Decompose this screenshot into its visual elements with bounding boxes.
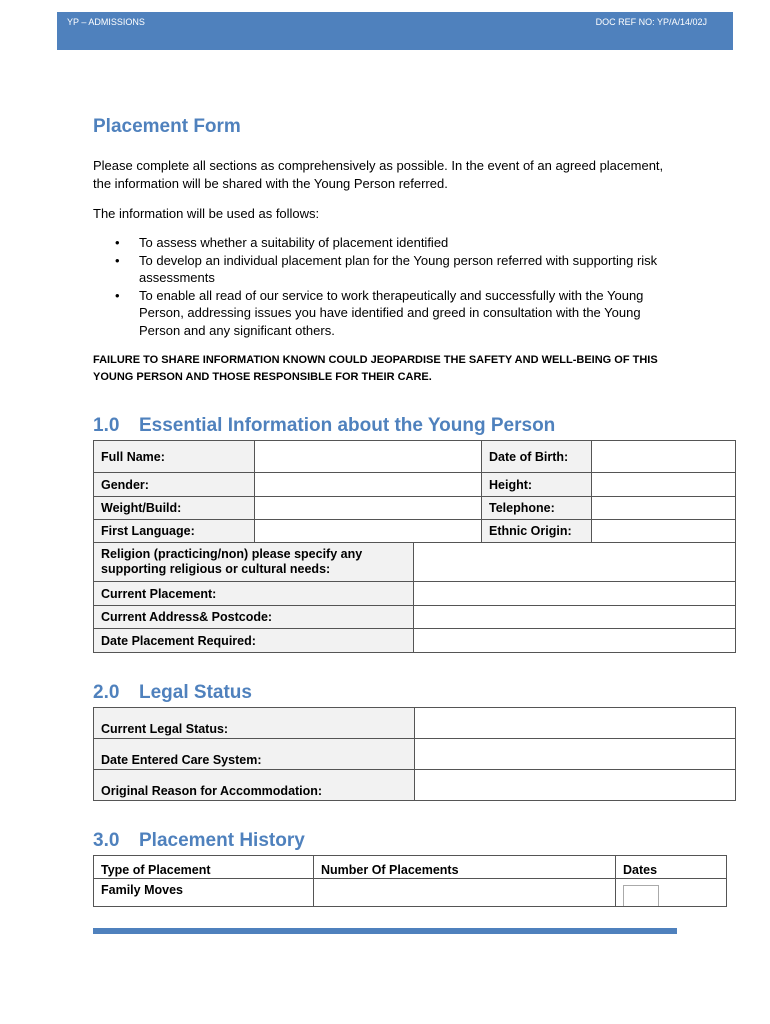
list-item — [93, 234, 683, 252]
height-field[interactable] — [592, 473, 736, 497]
gender-label: Gender: — [94, 473, 255, 497]
full-name-label: Full Name: — [94, 441, 255, 473]
table-row — [94, 708, 736, 739]
intro-paragraph: Please complete all sections as comprehensively as possible. In the event of an agreed placement, the information will be shared with the Young Person referred. — [93, 158, 664, 191]
telephone-label: Telephone: — [482, 497, 592, 520]
current-legal-status-field[interactable] — [415, 708, 736, 739]
footer-divider — [93, 928, 677, 934]
family-moves-dates-cell — [616, 879, 727, 907]
date-entered-care-label: Date Entered Care System: — [94, 739, 415, 770]
table-row — [94, 770, 736, 801]
bullet-text: To assess whether a suitability of placement identified — [139, 235, 449, 250]
date-placement-required-label: Date Placement Required: — [94, 629, 414, 653]
family-moves-label: Family Moves — [94, 879, 314, 907]
date-of-birth-field[interactable] — [592, 441, 736, 473]
table-row — [94, 441, 736, 473]
bullet-icon: • — [115, 235, 120, 250]
gender-field[interactable] — [255, 473, 482, 497]
religion-label: Religion (practicing/non) please specify any supporting religious or cultural needs: — [94, 543, 414, 582]
weight-build-field[interactable] — [255, 497, 482, 520]
essential-info-table — [93, 440, 736, 543]
current-placement-field[interactable] — [414, 582, 736, 606]
uses-intro: The information will be used as follows: — [93, 206, 320, 221]
current-placement-label: Current Placement: — [94, 582, 414, 606]
form-title: Placement Form — [93, 116, 241, 137]
table-row — [94, 629, 736, 653]
type-of-placement-header: Type of Placement — [94, 856, 314, 879]
section-heading: Essential Information about the Young Person — [139, 415, 556, 436]
placement-history-table — [93, 855, 727, 907]
table-row — [94, 879, 727, 907]
date-of-birth-label: Date of Birth: — [482, 441, 592, 473]
table-row — [94, 520, 736, 543]
original-reason-label: Original Reason for Accommodation: — [94, 770, 415, 801]
current-address-label: Current Address& Postcode: — [94, 606, 414, 629]
header-left-text: YP – ADMISSIONS — [67, 17, 145, 27]
date-entered-care-field[interactable] — [415, 739, 736, 770]
current-legal-status-label: Current Legal Status: — [94, 708, 415, 739]
page-header — [57, 12, 733, 50]
section-3-title — [93, 830, 305, 852]
current-address-field[interactable] — [414, 606, 736, 629]
warning-notice: FAILURE TO SHARE INFORMATION KNOWN COULD JEOPARDISE THE SAFETY AND WELL-BEING OF THIS YOUNG PERSON AND THOSE RESPONSIBLE FOR THEIR CARE. — [93, 354, 658, 383]
number-of-placements-header: Number Of Placements — [314, 856, 616, 879]
table-header-row — [94, 856, 727, 879]
date-placement-required-field[interactable] — [414, 629, 736, 653]
family-moves-number-field[interactable] — [314, 879, 616, 907]
section-1-title — [93, 415, 555, 437]
section-2-title — [93, 682, 252, 704]
first-language-label: First Language: — [94, 520, 255, 543]
table-row — [94, 473, 736, 497]
religion-field[interactable] — [414, 543, 736, 582]
telephone-field[interactable] — [592, 497, 736, 520]
ethnic-origin-label: Ethnic Origin: — [482, 520, 592, 543]
list-item — [93, 287, 683, 340]
table-row — [94, 606, 736, 629]
table-row — [94, 497, 736, 520]
height-label: Height: — [482, 473, 592, 497]
essential-info-table-wide — [93, 542, 736, 653]
table-row — [94, 543, 736, 582]
section-number: 1.0 — [93, 415, 120, 436]
section-heading: Placement History — [139, 830, 305, 851]
family-moves-dates-field[interactable] — [623, 885, 659, 906]
dates-header: Dates — [616, 856, 727, 879]
uses-list — [93, 234, 683, 339]
table-row — [94, 582, 736, 606]
bullet-text: To develop an individual placement plan for the Young person referred with supporting risk assessments — [139, 252, 658, 285]
list-item — [93, 252, 683, 287]
table-row — [94, 739, 736, 770]
weight-build-label: Weight/Build: — [94, 497, 255, 520]
full-name-field[interactable] — [255, 441, 482, 473]
ethnic-origin-field[interactable] — [592, 520, 736, 543]
section-number: 2.0 — [93, 682, 120, 703]
section-heading: Legal Status — [139, 682, 252, 703]
original-reason-field[interactable] — [415, 770, 736, 801]
bullet-icon: • — [115, 287, 120, 303]
legal-status-table — [93, 707, 736, 801]
bullet-text: To enable all read of our service to work therapeutically and successfully with the Young Person, addressing issues you have identified and greed in consultation with the Young Person and any significant others. — [139, 287, 644, 338]
first-language-field[interactable] — [255, 520, 482, 543]
section-number: 3.0 — [93, 830, 120, 851]
doc-ref-number: DOC REF NO: YP/A/14/02J — [595, 17, 707, 27]
bullet-icon: • — [115, 252, 120, 268]
